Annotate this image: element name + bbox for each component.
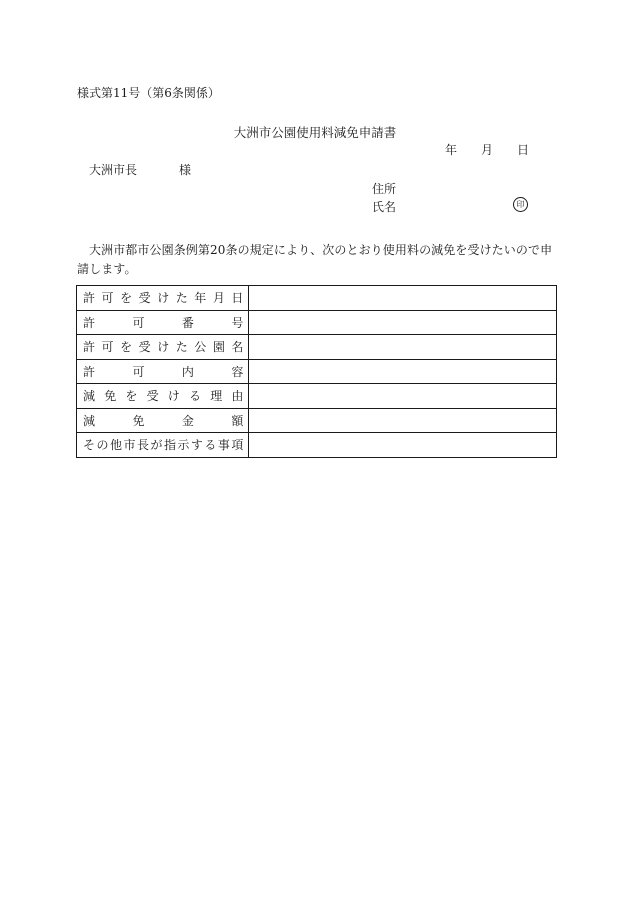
date-line: [445, 141, 529, 158]
date-day-label: 日: [517, 143, 530, 157]
table-row: [77, 359, 557, 384]
row-value-field[interactable]: [249, 359, 557, 384]
row-value-field[interactable]: [249, 335, 557, 360]
row-label: その他市長が指示する事項: [77, 433, 249, 458]
table-row: [77, 433, 557, 458]
application-details-table: [76, 285, 557, 458]
table-row: [77, 286, 557, 311]
table-row: [77, 408, 557, 433]
table-row: [77, 310, 557, 335]
row-value-field[interactable]: [249, 433, 557, 458]
row-label: 許可番号: [77, 310, 249, 335]
row-value-field[interactable]: [249, 286, 557, 311]
row-value-field[interactable]: [249, 408, 557, 433]
body-text: 大洲市都市公園条例第20条の規定により、次のとおり使用料の減免を受けたいので申請します。: [77, 243, 553, 276]
applicant-address-label: 住所: [372, 182, 397, 196]
row-value-field[interactable]: [249, 310, 557, 335]
date-month-label: 月: [481, 143, 494, 157]
addressee: [89, 161, 191, 178]
seal-mark-icon: 印: [513, 197, 528, 212]
addressee-honorific: 様: [179, 163, 192, 177]
row-label: 許可内容: [77, 359, 249, 384]
row-label: 許可を受けた公園名: [77, 335, 249, 360]
table-row: [77, 384, 557, 409]
row-label: 減免金額: [77, 408, 249, 433]
date-year-label: 年: [445, 143, 458, 157]
row-value-field[interactable]: [249, 384, 557, 409]
form-number: 様式第11号（第6条関係）: [77, 86, 220, 100]
row-label: 許可を受けた年月日: [77, 286, 249, 311]
document-title: 大洲市公園使用料減免申請書: [233, 125, 397, 140]
addressee-name: 大洲市長: [89, 163, 138, 177]
table-row: [77, 335, 557, 360]
applicant-name-label: 氏名: [372, 200, 397, 214]
row-label: 減免を受ける理由: [77, 384, 249, 409]
